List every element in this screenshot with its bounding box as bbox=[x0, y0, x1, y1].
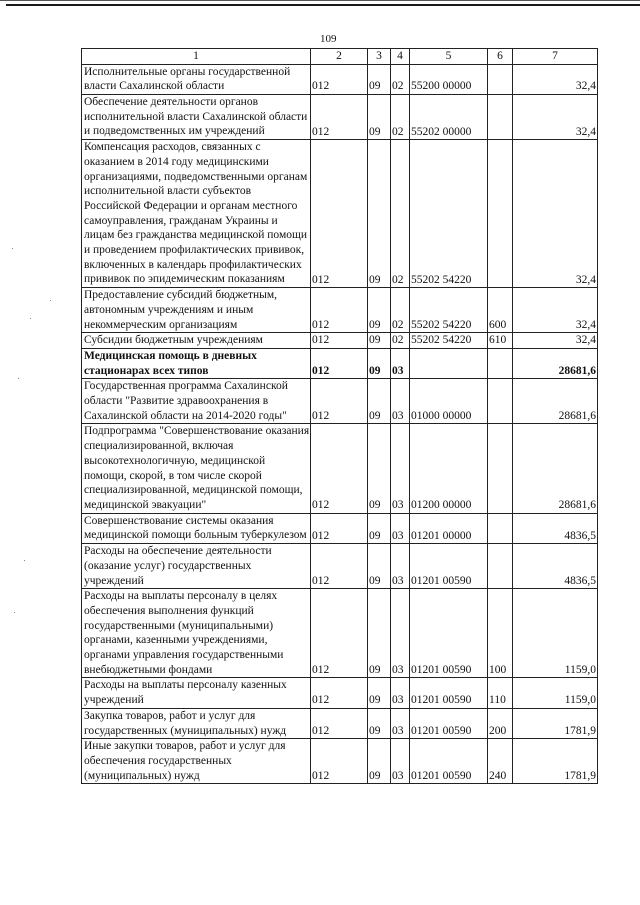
expense-type-cell bbox=[488, 424, 513, 513]
amount-cell: 32,4 bbox=[513, 333, 598, 349]
target-article-cell: 01000 00000 bbox=[410, 379, 488, 424]
subsection-code-cell: 03 bbox=[391, 708, 410, 738]
section-code-cell: 09 bbox=[368, 333, 391, 349]
expense-type-cell: 240 bbox=[488, 739, 513, 784]
budget-table bbox=[81, 48, 598, 784]
table-row bbox=[82, 333, 598, 349]
section-code-cell: 09 bbox=[368, 379, 391, 424]
expense-type-cell bbox=[488, 544, 513, 589]
table-row bbox=[82, 589, 598, 678]
amount-cell: 32,4 bbox=[513, 288, 598, 333]
expense-type-cell: 100 bbox=[488, 589, 513, 678]
header-cell: 2 bbox=[311, 49, 368, 65]
section-code-cell: 09 bbox=[368, 288, 391, 333]
target-article-cell: 55202 54220 bbox=[410, 333, 488, 349]
section-code-cell: 09 bbox=[368, 708, 391, 738]
subsection-code-cell: 02 bbox=[391, 333, 410, 349]
target-article-cell: 55202 54220 bbox=[410, 288, 488, 333]
row-name-cell: Расходы на выплаты персоналу казенных учреждений bbox=[82, 678, 311, 708]
ministry-code-cell: 012 bbox=[311, 333, 368, 349]
target-article-cell: 01201 00590 bbox=[410, 544, 488, 589]
table-row bbox=[82, 379, 598, 424]
ministry-code-cell: 012 bbox=[311, 739, 368, 784]
target-article-cell: 55200 00000 bbox=[410, 64, 488, 94]
expense-type-cell bbox=[488, 513, 513, 543]
section-code-cell: 09 bbox=[368, 424, 391, 513]
amount-cell: 4836,5 bbox=[513, 513, 598, 543]
amount-cell: 1781,9 bbox=[513, 739, 598, 784]
amount-cell: 28681,6 bbox=[513, 424, 598, 513]
expense-type-cell bbox=[488, 379, 513, 424]
amount-cell: 28681,6 bbox=[513, 379, 598, 424]
expense-type-cell bbox=[488, 64, 513, 94]
target-article-cell: 01201 00000 bbox=[410, 513, 488, 543]
subsection-code-cell: 03 bbox=[391, 513, 410, 543]
subsection-code-cell: 02 bbox=[391, 140, 410, 288]
ministry-code-cell: 012 bbox=[311, 379, 368, 424]
header-cell: 7 bbox=[513, 49, 598, 65]
section-code-cell: 09 bbox=[368, 739, 391, 784]
row-name-cell: Закупка товаров, работ и услуг для государственных (муниципальных) нужд bbox=[82, 708, 311, 738]
section-code-cell: 09 bbox=[368, 140, 391, 288]
row-name-cell: Исполнительные органы государственной власти Сахалинской области bbox=[82, 64, 311, 94]
page-number: 109 bbox=[320, 33, 337, 45]
table-row bbox=[82, 95, 598, 140]
section-code-cell: 09 bbox=[368, 589, 391, 678]
subsection-code-cell: 03 bbox=[391, 424, 410, 513]
row-name-cell: Подпрограмма "Совершенствование оказания специализированной, включая высокотехнологичную, медицинской помощи, скорой, в том числе скорой специализированной, медицинской помощи, медицинской эвакуации" bbox=[82, 424, 311, 513]
header-cell: 3 bbox=[368, 49, 391, 65]
header-cell: 4 bbox=[391, 49, 410, 65]
row-name-cell: Предоставление субсидий бюджетным, автономным учреждениям и иным некоммерческим организациям bbox=[82, 288, 311, 333]
subsection-code-cell: 03 bbox=[391, 589, 410, 678]
subsection-code-cell: 03 bbox=[391, 379, 410, 424]
amount-cell: 1159,0 bbox=[513, 678, 598, 708]
subsection-code-cell: 02 bbox=[391, 64, 410, 94]
table-row bbox=[82, 739, 598, 784]
table-header-row bbox=[82, 49, 598, 65]
target-article-cell: 01201 00590 bbox=[410, 739, 488, 784]
row-name-cell: Расходы на выплаты персоналу в целях обеспечения выполнения функций государственными (муниципальными) органами, казенными учреждениями, органами управления государственными внебюджетными фондами bbox=[82, 589, 311, 678]
expense-type-cell bbox=[488, 95, 513, 140]
table-row bbox=[82, 64, 598, 94]
target-article-cell bbox=[410, 348, 488, 378]
table-row bbox=[82, 140, 598, 288]
subsection-code-cell: 02 bbox=[391, 288, 410, 333]
header-cell: 6 bbox=[488, 49, 513, 65]
section-code-cell: 09 bbox=[368, 678, 391, 708]
row-name-cell: Государственная программа Сахалинской области "Развитие здравоохранения в Сахалинской области на 2014-2020 годы" bbox=[82, 379, 311, 424]
amount-cell: 1781,9 bbox=[513, 708, 598, 738]
ministry-code-cell: 012 bbox=[311, 288, 368, 333]
target-article-cell: 01200 00000 bbox=[410, 424, 488, 513]
table-row bbox=[82, 678, 598, 708]
amount-cell: 32,4 bbox=[513, 140, 598, 288]
section-code-cell: 09 bbox=[368, 64, 391, 94]
scan-top-border bbox=[6, 4, 640, 6]
header-cell: 5 bbox=[410, 49, 488, 65]
ministry-code-cell: 012 bbox=[311, 544, 368, 589]
amount-cell: 32,4 bbox=[513, 64, 598, 94]
target-article-cell: 55202 00000 bbox=[410, 95, 488, 140]
row-name-cell: Медицинская помощь в дневных стационарах всех типов bbox=[82, 348, 311, 378]
expense-type-cell: 110 bbox=[488, 678, 513, 708]
ministry-code-cell: 012 bbox=[311, 589, 368, 678]
row-name-cell: Совершенствование системы оказания медицинской помощи больным туберкулезом bbox=[82, 513, 311, 543]
section-code-cell: 09 bbox=[368, 513, 391, 543]
ministry-code-cell: 012 bbox=[311, 140, 368, 288]
ministry-code-cell: 012 bbox=[311, 64, 368, 94]
row-name-cell: Обеспечение деятельности органов исполнительной власти Сахалинской области и подведомственных им учреждений bbox=[82, 95, 311, 140]
expense-type-cell: 610 bbox=[488, 333, 513, 349]
table-row bbox=[82, 544, 598, 589]
target-article-cell: 01201 00590 bbox=[410, 678, 488, 708]
amount-cell: 1159,0 bbox=[513, 589, 598, 678]
ministry-code-cell: 012 bbox=[311, 513, 368, 543]
row-name-cell: Субсидии бюджетным учреждениям bbox=[82, 333, 311, 349]
table-row bbox=[82, 513, 598, 543]
table-row bbox=[82, 348, 598, 378]
expense-type-cell: 200 bbox=[488, 708, 513, 738]
section-code-cell: 09 bbox=[368, 95, 391, 140]
ministry-code-cell: 012 bbox=[311, 348, 368, 378]
section-code-cell: 09 bbox=[368, 348, 391, 378]
row-name-cell: Расходы на обеспечение деятельности (оказание услуг) государственных учреждений bbox=[82, 544, 311, 589]
subsection-code-cell: 03 bbox=[391, 544, 410, 589]
expense-type-cell bbox=[488, 140, 513, 288]
row-name-cell: Компенсация расходов, связанных с оказанием в 2014 году медицинскими организациями, подведомственными органам исполнительной власти субъектов Российской Федерации и органам местного самоуправления, гражданам Украины и лицам без гражданства медицинской помощи и проведением профилактических прививок, включенных в календарь профилактических прививок по эпидемическим показаниям bbox=[82, 140, 311, 288]
amount-cell: 4836,5 bbox=[513, 544, 598, 589]
amount-cell: 32,4 bbox=[513, 95, 598, 140]
ministry-code-cell: 012 bbox=[311, 95, 368, 140]
amount-cell: 28681,6 bbox=[513, 348, 598, 378]
subsection-code-cell: 03 bbox=[391, 348, 410, 378]
expense-type-cell bbox=[488, 348, 513, 378]
scan-edge-line bbox=[0, 0, 640, 1]
row-name-cell: Иные закупки товаров, работ и услуг для обеспечения государственных (муниципальных) нужд bbox=[82, 739, 311, 784]
target-article-cell: 55202 54220 bbox=[410, 140, 488, 288]
subsection-code-cell: 03 bbox=[391, 739, 410, 784]
ministry-code-cell: 012 bbox=[311, 678, 368, 708]
subsection-code-cell: 03 bbox=[391, 678, 410, 708]
subsection-code-cell: 02 bbox=[391, 95, 410, 140]
table-row bbox=[82, 288, 598, 333]
expense-type-cell: 600 bbox=[488, 288, 513, 333]
target-article-cell: 01201 00590 bbox=[410, 708, 488, 738]
ministry-code-cell: 012 bbox=[311, 708, 368, 738]
header-cell: 1 bbox=[82, 49, 311, 65]
table-row bbox=[82, 708, 598, 738]
section-code-cell: 09 bbox=[368, 544, 391, 589]
table-row bbox=[82, 424, 598, 513]
ministry-code-cell: 012 bbox=[311, 424, 368, 513]
target-article-cell: 01201 00590 bbox=[410, 589, 488, 678]
